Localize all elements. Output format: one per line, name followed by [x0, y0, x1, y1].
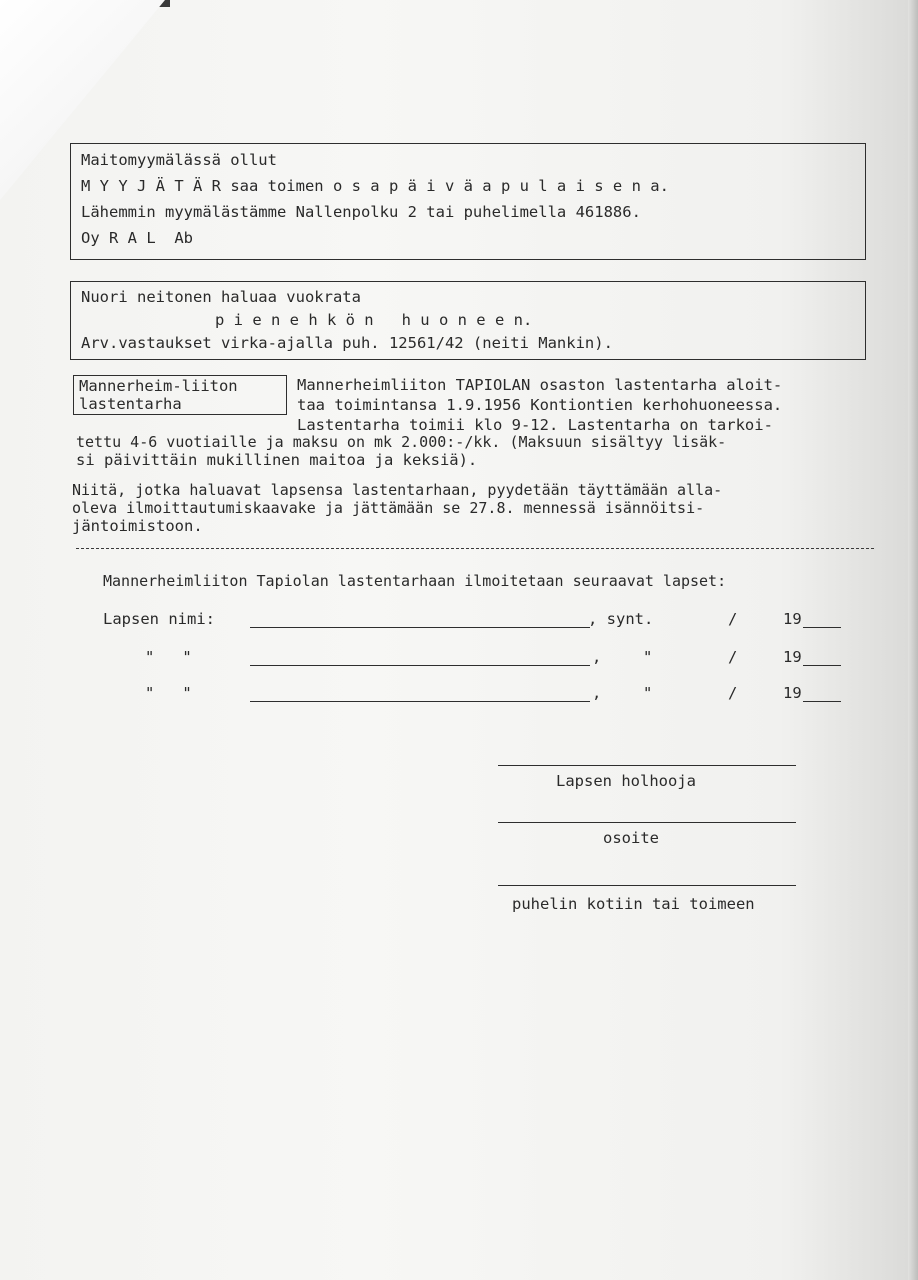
notice-text: Lastentarha toimii klo 9-12. Lastentarha on tarkoi-	[297, 416, 773, 434]
birth-year-field[interactable]	[803, 665, 841, 666]
ad-line: Nuori neitonen haluaa vuokrata	[81, 288, 361, 306]
ad-line-job	[81, 179, 669, 195]
ad-box-cashier	[70, 143, 866, 260]
ad-line-contact: Arv.vastaukset virka-ajalla puh. 12561/42 (neiti Mankin).	[81, 334, 613, 352]
child-name-field[interactable]	[250, 665, 590, 666]
birth-year-field[interactable]	[803, 701, 841, 702]
ad-line-room: p i e n e h k ö n h u o n e e n.	[215, 311, 533, 329]
year-prefix: 19	[783, 684, 802, 702]
notice-text: Mannerheimliiton TAPIOLAN osaston lastentarha aloit-	[297, 376, 783, 394]
guardian-field[interactable]	[498, 765, 796, 766]
notice-text: taa toimintansa 1.9.1956 Kontiontien kerhohuoneessa.	[297, 396, 783, 414]
ad-box-room	[70, 281, 866, 360]
child-name-label: Lapsen nimi:	[103, 610, 215, 628]
year-prefix: 19	[783, 648, 802, 666]
phone-field[interactable]	[498, 885, 796, 886]
notice-label-box	[73, 375, 287, 415]
instruction-text: Niitä, jotka haluavat lapsensa lastentarhaan, pyydetään täyttämään alla-	[72, 481, 723, 499]
phone-label: puhelin kotiin tai toimeen	[512, 895, 755, 913]
address-field[interactable]	[498, 822, 796, 823]
notice-text: si päivittäin mukillinen maitoa ja keksiä).	[76, 451, 478, 469]
comma: ,	[592, 684, 602, 702]
birth-year-field[interactable]	[803, 627, 841, 628]
date-slash: /	[728, 610, 738, 628]
notice-text: tettu 4-6 vuotiaille ja maksu on mk 2.000:-/kk. (Maksuun sisältyy lisäk-	[76, 433, 727, 451]
guardian-label: Lapsen holhooja	[556, 772, 696, 790]
instruction-text: oleva ilmoittautumiskaavake ja jättämään se 27.8. mennessä isännöitsi-	[72, 499, 705, 517]
form-heading: Mannerheimliiton Tapiolan lastentarhaan ilmoitetaan seuraavat lapset:	[103, 572, 727, 590]
notice-label: Mannerheim-liiton	[79, 377, 238, 395]
instruction-text: jäntoimistoon.	[72, 517, 203, 535]
child-name-field[interactable]	[250, 627, 590, 628]
ditto-mark: " "	[145, 684, 192, 702]
ad-line: Maitomyymälässä ollut	[81, 151, 277, 169]
ditto-mark: "	[643, 648, 653, 666]
ad-line-contact: Lähemmin myymälästämme Nallenpolku 2 tai puhelimella 461886.	[81, 203, 641, 221]
year-prefix: 19	[783, 610, 802, 628]
cut-line	[76, 548, 874, 549]
ditto-mark: "	[643, 684, 653, 702]
ad-text: saa toimen	[220, 177, 333, 195]
comma: ,	[592, 648, 602, 666]
ad-line-company: Oy R A L Ab	[81, 229, 193, 247]
notice-label: lastentarha	[79, 395, 182, 413]
birth-label: , synt.	[588, 610, 654, 628]
date-slash: /	[728, 648, 738, 666]
ad-job-title: M Y Y J Ä T Ä R	[81, 177, 221, 195]
ad-job-type: o s a p ä i v ä a p u l a i s e n a.	[332, 177, 669, 195]
date-slash: /	[728, 684, 738, 702]
child-name-field[interactable]	[250, 701, 590, 702]
page-edge	[908, 0, 918, 1280]
ditto-mark: " "	[145, 648, 192, 666]
address-label: osoite	[603, 829, 659, 847]
